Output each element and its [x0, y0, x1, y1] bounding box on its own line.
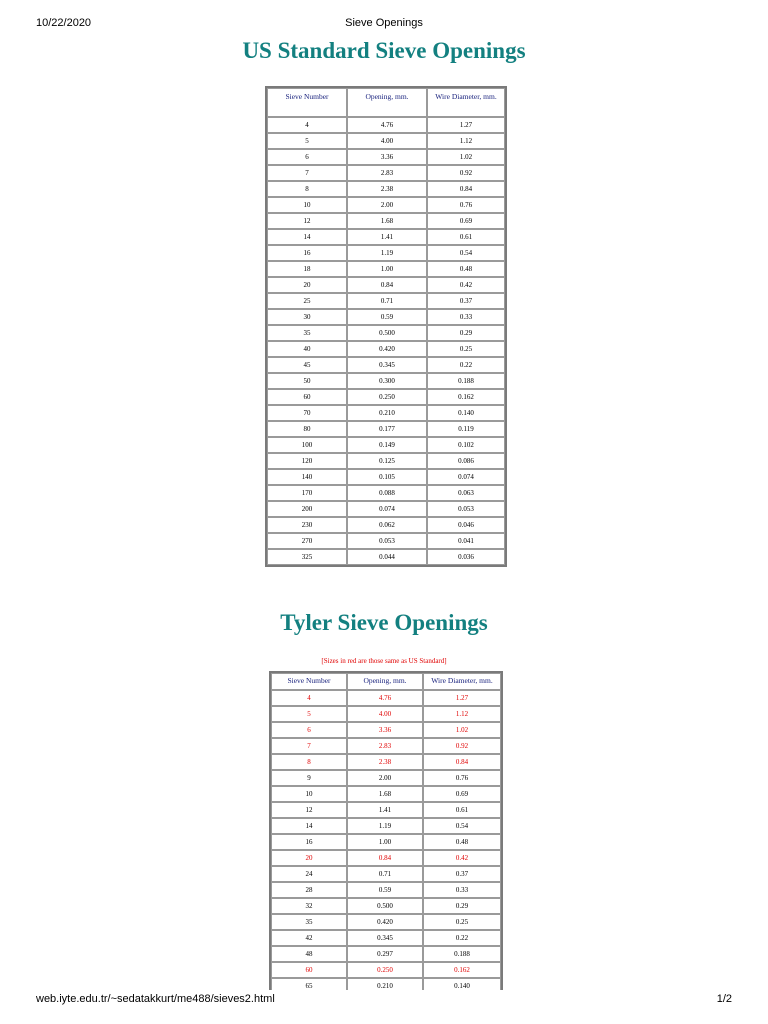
table-cell: 1.19: [347, 818, 423, 834]
table-cell: 0.177: [347, 421, 427, 437]
table-cell: 325: [267, 549, 347, 565]
table-cell: 28: [271, 882, 347, 898]
table-cell: 0.188: [427, 373, 505, 389]
table-cell: 0.074: [347, 501, 427, 517]
table-row: [271, 770, 501, 786]
table-row: [271, 754, 501, 770]
header-wire-diameter: Wire Diameter, mm.: [423, 673, 501, 690]
table-cell: 0.25: [427, 341, 505, 357]
table-cell: 4.00: [347, 133, 427, 149]
table-cell: 42: [271, 930, 347, 946]
table-row: [271, 898, 501, 914]
table-row: [271, 802, 501, 818]
table-cell: 0.210: [347, 978, 423, 990]
table-cell: 0.162: [427, 389, 505, 405]
table-cell: 100: [267, 437, 347, 453]
table-cell: 1.19: [347, 245, 427, 261]
table-cell: 0.42: [427, 277, 505, 293]
table-cell: 12: [271, 802, 347, 818]
print-footer: [0, 993, 768, 1007]
table-cell: 0.063: [427, 485, 505, 501]
table-cell: 0.54: [427, 245, 505, 261]
table-row: [271, 738, 501, 754]
table-cell: 0.54: [423, 818, 501, 834]
table-row: [271, 690, 501, 706]
table-cell: 0.053: [347, 533, 427, 549]
table-cell: 12: [267, 213, 347, 229]
table-cell: 0.48: [427, 261, 505, 277]
table-cell: 0.420: [347, 914, 423, 930]
table-cell: 0.37: [423, 866, 501, 882]
table-cell: 0.29: [427, 325, 505, 341]
table-cell: 45: [267, 357, 347, 373]
table-header-row: [271, 673, 501, 690]
table-cell: 0.25: [423, 914, 501, 930]
table-cell: 35: [267, 325, 347, 341]
table-cell: 0.046: [427, 517, 505, 533]
table-cell: 4: [271, 690, 347, 706]
table-cell: 0.250: [347, 389, 427, 405]
table-cell: 1.02: [423, 722, 501, 738]
table-cell: 0.044: [347, 549, 427, 565]
table-cell: 0.053: [427, 501, 505, 517]
table-cell: 0.062: [347, 517, 427, 533]
table-cell: 0.92: [423, 738, 501, 754]
table-cell: 4: [267, 117, 347, 133]
table-cell: 4.00: [347, 706, 423, 722]
table-cell: 0.22: [423, 930, 501, 946]
table-cell: 0.125: [347, 453, 427, 469]
table-cell: 3.36: [347, 722, 423, 738]
table-row: [271, 866, 501, 882]
table-cell: 1.68: [347, 786, 423, 802]
tyler-note: [Sizes in red are those same as US Standard]: [321, 657, 447, 665]
table-cell: 0.105: [347, 469, 427, 485]
table-cell: 2.00: [347, 770, 423, 786]
table-cell: 3.36: [347, 149, 427, 165]
table-row: [271, 706, 501, 722]
table-cell: 2.83: [347, 165, 427, 181]
table-cell: 6: [271, 722, 347, 738]
table-cell: 5: [267, 133, 347, 149]
table-cell: 24: [271, 866, 347, 882]
table-cell: 270: [267, 533, 347, 549]
table-cell: 0.345: [347, 930, 423, 946]
table-cell: 0.140: [423, 978, 501, 990]
table-cell: 32: [271, 898, 347, 914]
table-cell: 0.33: [423, 882, 501, 898]
table-cell: 1.68: [347, 213, 427, 229]
table-row: [271, 946, 501, 962]
table-cell: 60: [271, 962, 347, 978]
table-cell: 8: [271, 754, 347, 770]
table-row: [271, 930, 501, 946]
table-cell: 1.12: [423, 706, 501, 722]
table-cell: 0.61: [423, 802, 501, 818]
table-cell: 16: [267, 245, 347, 261]
table-cell: 1.41: [347, 802, 423, 818]
table-cell: 2.38: [347, 181, 427, 197]
table-cell: 0.188: [423, 946, 501, 962]
table-cell: 20: [271, 850, 347, 866]
table-cell: 70: [267, 405, 347, 421]
table-cell: 120: [267, 453, 347, 469]
print-page-title: Sieve Openings: [345, 17, 423, 29]
table-cell: 0.69: [423, 786, 501, 802]
table-row: [271, 786, 501, 802]
table-cell: 0.250: [347, 962, 423, 978]
tyler-table: [269, 671, 503, 990]
table-cell: 0.22: [427, 357, 505, 373]
table-cell: 0.086: [427, 453, 505, 469]
table-cell: 30: [267, 309, 347, 325]
table-cell: 80: [267, 421, 347, 437]
table-cell: 200: [267, 501, 347, 517]
table-cell: 0.140: [427, 405, 505, 421]
table-cell: 60: [267, 389, 347, 405]
table-cell: 16: [271, 834, 347, 850]
table-cell: 0.119: [427, 421, 505, 437]
table-cell: 35: [271, 914, 347, 930]
tyler-title: Tyler Sieve Openings: [280, 610, 488, 635]
table-row: [271, 978, 501, 990]
us-standard-title: US Standard Sieve Openings: [242, 38, 526, 63]
table-cell: 0.71: [347, 293, 427, 309]
table-cell: 0.345: [347, 357, 427, 373]
table-cell: 4.76: [347, 117, 427, 133]
table-cell: 6: [267, 149, 347, 165]
table-cell: 1.00: [347, 834, 423, 850]
table-cell: 8: [267, 181, 347, 197]
table-cell: 0.42: [423, 850, 501, 866]
table-cell: 50: [267, 373, 347, 389]
table-cell: 230: [267, 517, 347, 533]
table-cell: 10: [267, 197, 347, 213]
table-row: [271, 962, 501, 978]
table-cell: 0.84: [347, 277, 427, 293]
table-cell: 1.27: [427, 117, 505, 133]
header-wire-diameter: Wire Diameter, mm.: [427, 88, 505, 117]
table-row: [271, 914, 501, 930]
table-cell: 14: [271, 818, 347, 834]
table-cell: 2.00: [347, 197, 427, 213]
table-cell: 0.92: [427, 165, 505, 181]
table-cell: 0.420: [347, 341, 427, 357]
table-cell: 1.02: [427, 149, 505, 165]
header-opening: Opening, mm.: [347, 673, 423, 690]
table-cell: 0.210: [347, 405, 427, 421]
table-cell: 0.500: [347, 325, 427, 341]
table-cell: 1.27: [423, 690, 501, 706]
table-cell: 40: [267, 341, 347, 357]
table-cell: 0.84: [347, 850, 423, 866]
table-row: [271, 722, 501, 738]
table-cell: 10: [271, 786, 347, 802]
table-cell: 0.149: [347, 437, 427, 453]
table-cell: 48: [271, 946, 347, 962]
table-cell: 0.500: [347, 898, 423, 914]
header-sieve-number: Sieve Number: [271, 673, 347, 690]
table-cell: 0.041: [427, 533, 505, 549]
print-page-number: 1/2: [716, 993, 732, 1005]
table-cell: 9: [271, 770, 347, 786]
table-cell: 0.297: [347, 946, 423, 962]
table-cell: 1.12: [427, 133, 505, 149]
tyler-table-body: [271, 690, 501, 990]
table-cell: 0.300: [347, 373, 427, 389]
table-cell: 2.38: [347, 754, 423, 770]
table-cell: 0.33: [427, 309, 505, 325]
table-cell: 0.69: [427, 213, 505, 229]
table-cell: 0.76: [423, 770, 501, 786]
table-cell: 0.48: [423, 834, 501, 850]
table-cell: 0.59: [347, 309, 427, 325]
table-cell: 7: [271, 738, 347, 754]
table-row: [271, 818, 501, 834]
table-cell: 0.162: [423, 962, 501, 978]
table-cell: 5: [271, 706, 347, 722]
table-row: [271, 834, 501, 850]
table-cell: 0.102: [427, 437, 505, 453]
table-cell: 2.83: [347, 738, 423, 754]
table-cell: 1.00: [347, 261, 427, 277]
table-cell: 25: [267, 293, 347, 309]
table-cell: 1.41: [347, 229, 427, 245]
table-cell: 170: [267, 485, 347, 501]
table-cell: 0.074: [427, 469, 505, 485]
table-row: [271, 882, 501, 898]
print-url: web.iyte.edu.tr/~sedatakkurt/me488/sieves2.html: [36, 993, 275, 1005]
table-cell: 14: [267, 229, 347, 245]
table-cell: 18: [267, 261, 347, 277]
table-cell: 4.76: [347, 690, 423, 706]
table-cell: 7: [267, 165, 347, 181]
table-cell: 0.088: [347, 485, 427, 501]
header-sieve-number: Sieve Number: [267, 88, 347, 117]
table-cell: 65: [271, 978, 347, 990]
table-cell: 0.29: [423, 898, 501, 914]
table-cell: 140: [267, 469, 347, 485]
table-cell: 0.61: [427, 229, 505, 245]
table-cell: 20: [267, 277, 347, 293]
print-date: 10/22/2020: [36, 17, 92, 29]
table-cell: 0.59: [347, 882, 423, 898]
table-cell: 0.84: [423, 754, 501, 770]
table-row: [271, 850, 501, 866]
table-cell: 0.37: [427, 293, 505, 309]
header-opening: Opening, mm.: [347, 88, 427, 117]
table-cell: 0.84: [427, 181, 505, 197]
table-cell: 0.71: [347, 866, 423, 882]
table-cell: 0.76: [427, 197, 505, 213]
table-cell: 0.036: [427, 549, 505, 565]
